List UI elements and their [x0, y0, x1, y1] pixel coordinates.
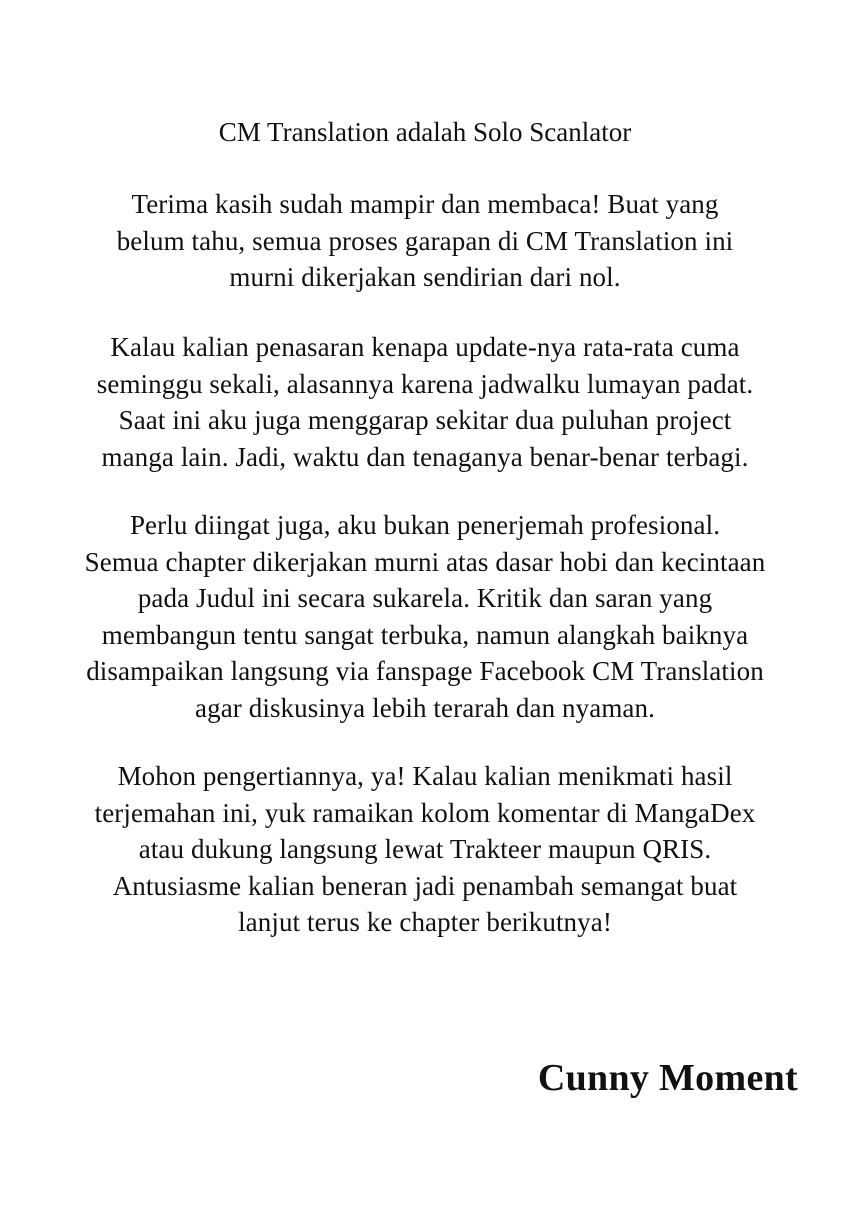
- paragraph-support: [0, 758, 850, 941]
- paragraph-line: Terima kasih sudah mampir dan membaca! Buat yang: [131, 189, 719, 219]
- paragraph-line: manga lain. Jadi, waktu dan tenaganya benar-benar terbagi.: [101, 441, 749, 472]
- paragraph-line: Mohon pengertiannya, ya! Kalau kalian menikmati hasil: [117, 761, 733, 791]
- paragraph-line: membangun tentu sangat terbuka, namun alangkah baiknya: [101, 619, 749, 650]
- paragraph-line: agar diskusinya lebih terarah dan nyaman.: [195, 692, 655, 723]
- paragraph-schedule: [0, 329, 850, 475]
- paragraph-line: Semua chapter dikerjakan murni atas dasar hobi dan kecintaan: [84, 546, 766, 577]
- paragraph-line: pada Judul ini secara sukarela. Kritik dan saran yang: [137, 583, 713, 613]
- paragraph-line: Antusiasme kalian beneran jadi penambah semangat buat: [112, 870, 738, 901]
- paragraph-line: lanjut terus ke chapter berikutnya!: [238, 907, 612, 937]
- paragraph-line: seminggu sekali, alasannya karena jadwalku lumayan padat.: [96, 368, 754, 399]
- paragraph-line: murni dikerjakan sendirian dari nol.: [229, 262, 621, 292]
- paragraph-thanks: [0, 186, 850, 296]
- paragraph-line: Kalau kalian penasaran kenapa update-nya rata-rata cuma: [110, 332, 740, 362]
- paragraph-line: belum tahu, semua proses garapan di CM Translation ini: [116, 225, 734, 256]
- title-block: [0, 114, 850, 150]
- paragraph-line: disampaikan langsung via fanspage Facebook CM Translation: [86, 656, 764, 686]
- paragraph-disclaimer: [0, 507, 850, 726]
- paragraph-line: terjemahan ini, yuk ramaikan kolom komentar di MangaDex: [94, 797, 756, 828]
- paragraph-line: Saat ini aku juga menggarap sekitar dua puluhan project: [118, 405, 732, 435]
- page-title: CM Translation adalah Solo Scanlator: [218, 117, 632, 147]
- paragraph-line: atau dukung langsung lewat Trakteer maupun QRIS.: [138, 834, 712, 864]
- paragraph-line: Perlu diingat juga, aku bukan penerjemah profesional.: [129, 510, 721, 540]
- signature: Cunny Moment: [537, 1057, 798, 1099]
